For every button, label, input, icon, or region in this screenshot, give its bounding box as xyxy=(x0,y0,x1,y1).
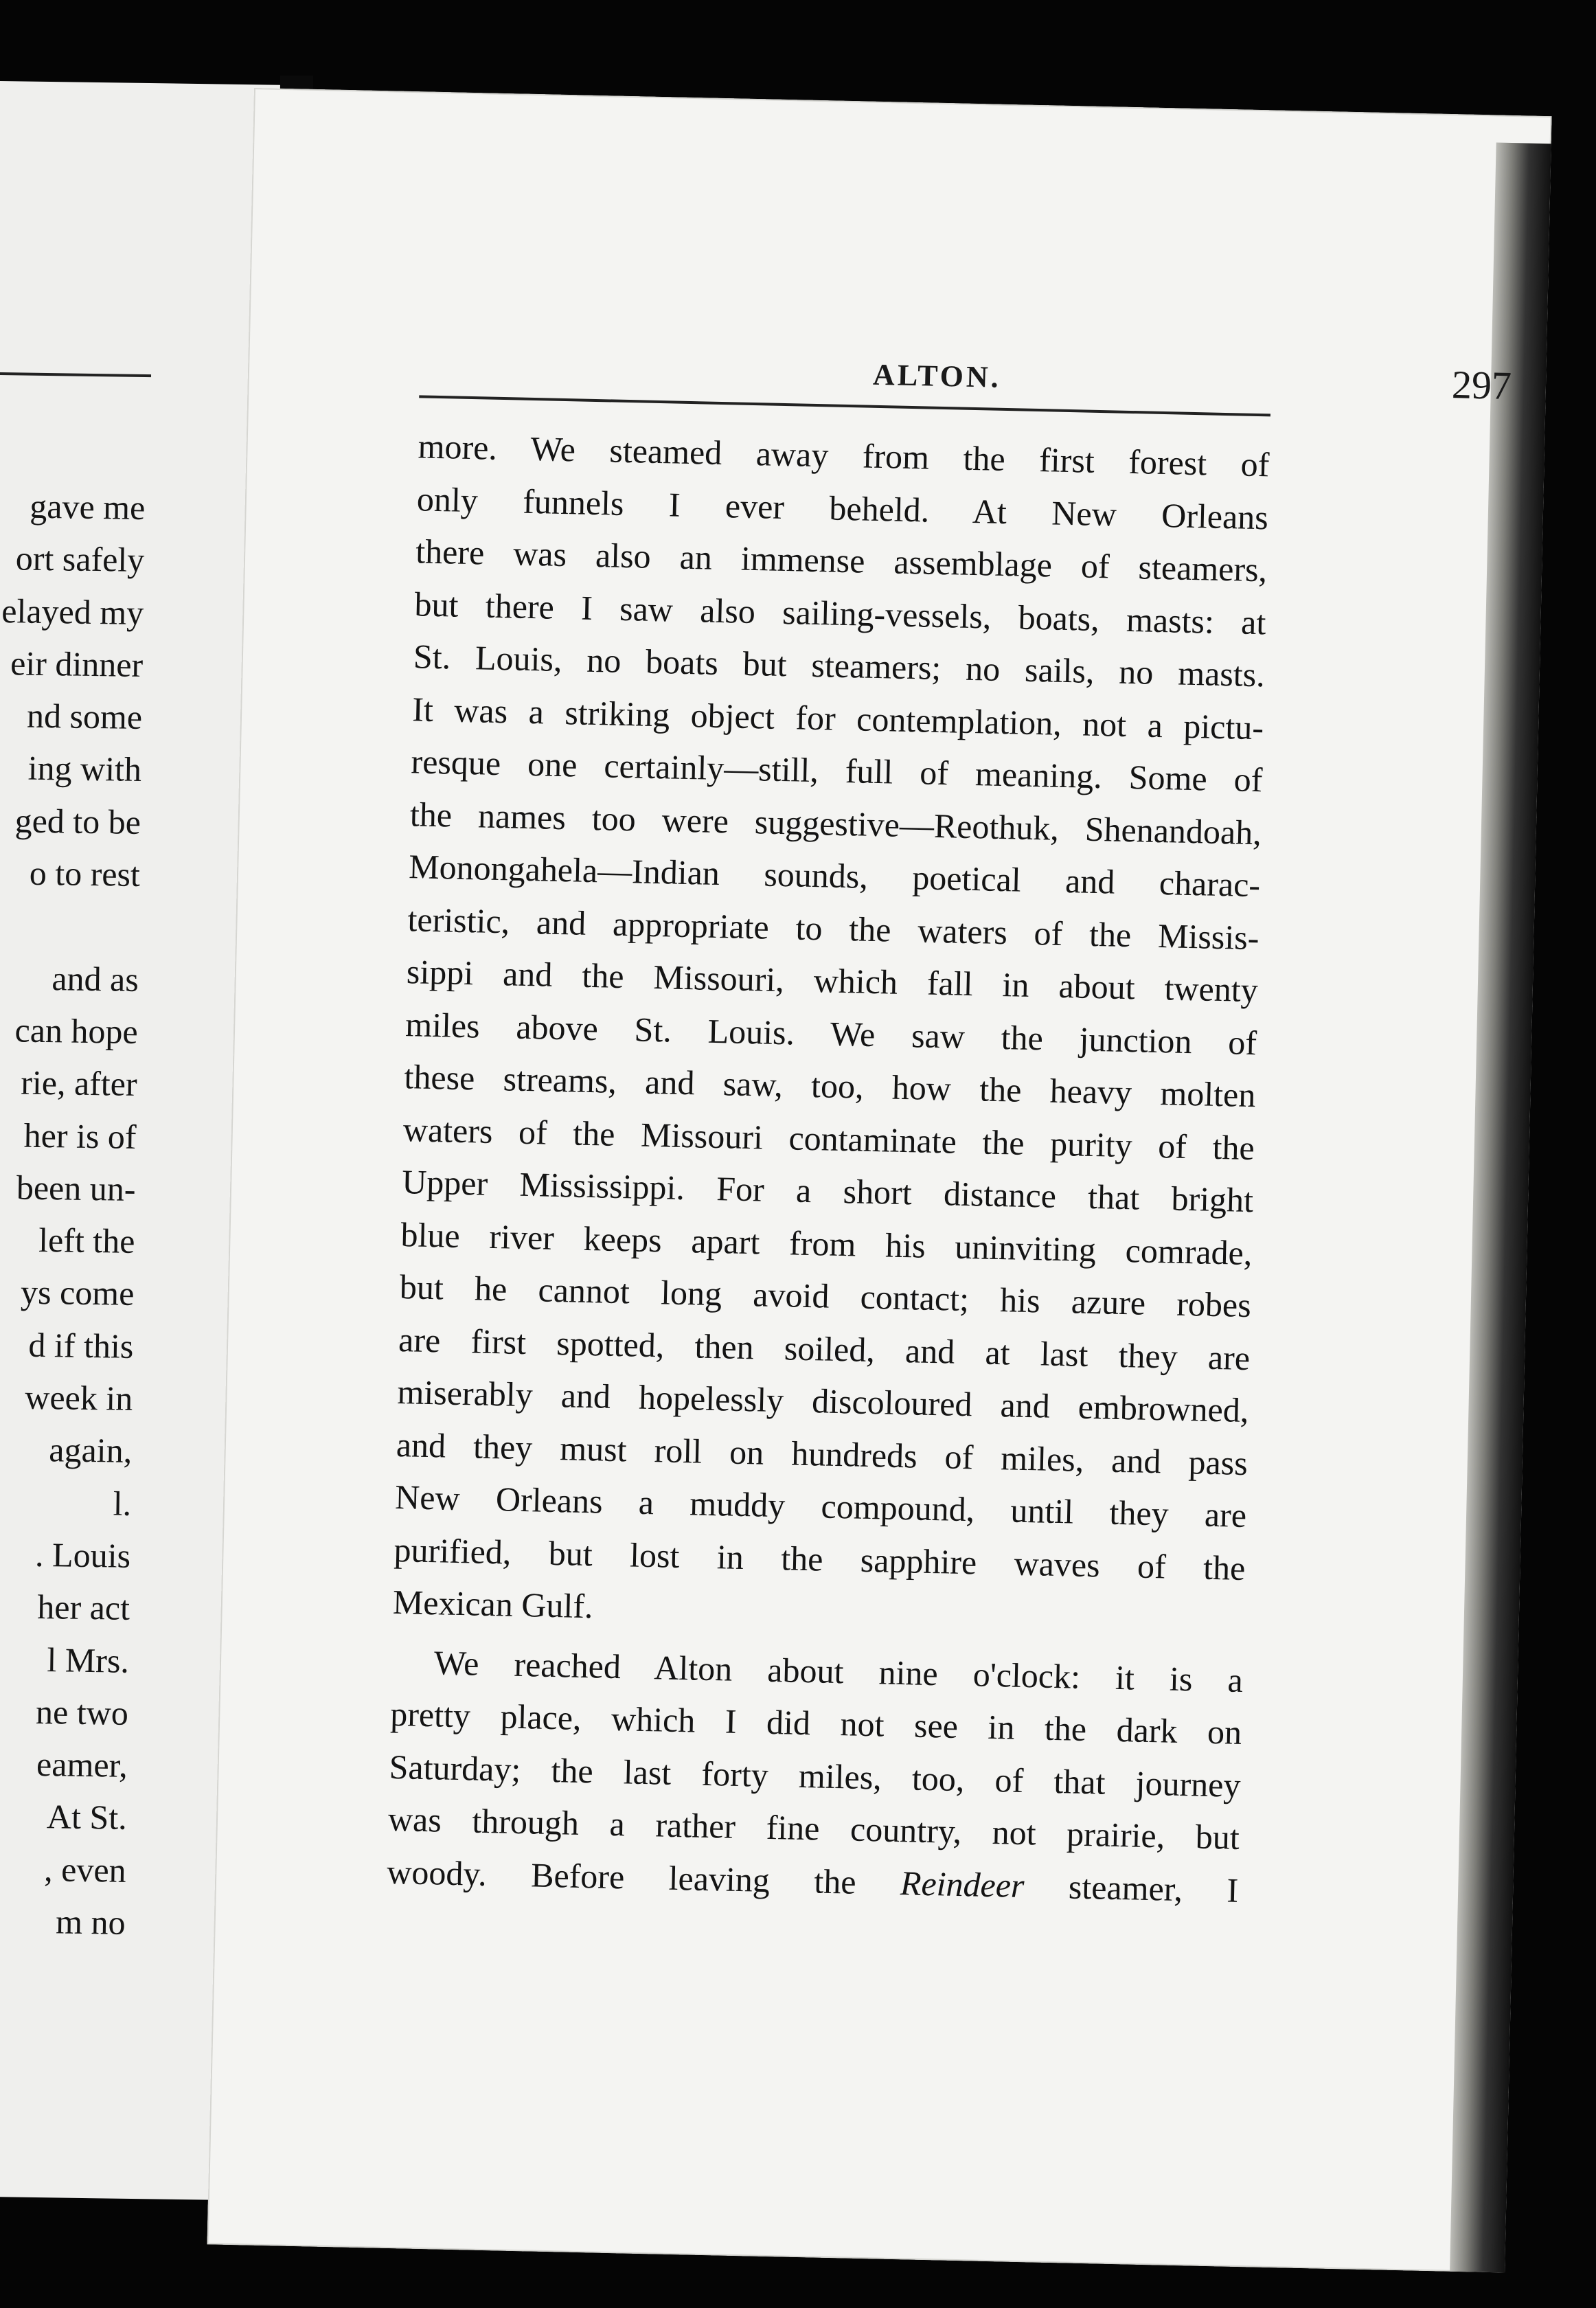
running-title: ALTON. xyxy=(872,357,1002,394)
text-line: but there I saw also sailing-vessels, boats, masts: at xyxy=(414,584,1266,642)
page-body-text xyxy=(387,420,1270,1916)
left-text-line: her act xyxy=(36,1587,130,1628)
left-text-line: eamer, xyxy=(36,1745,128,1785)
left-text-line: l. xyxy=(113,1484,132,1523)
left-text-line: . Louis xyxy=(34,1535,131,1575)
left-text-gap xyxy=(0,898,139,953)
page-edge-shadow xyxy=(1450,142,1551,2272)
running-head xyxy=(419,333,1519,426)
left-text-line: can hope xyxy=(14,1010,139,1051)
text-line: these streams, and saw, too, how the heavy molten xyxy=(404,1057,1256,1115)
text-line: are first spotted, then soiled, and at last they are xyxy=(398,1320,1251,1377)
right-book-page xyxy=(207,88,1552,2272)
left-text-line: ne two xyxy=(35,1692,129,1732)
left-text-line: ort safely xyxy=(15,539,145,580)
text-line: blue river keeps apart from his uninviting comrade, xyxy=(400,1214,1253,1272)
left-text-line: ing with xyxy=(27,749,142,789)
text-line: It was a striking object for contemplation, not a pictu- xyxy=(411,689,1264,747)
left-header-rule xyxy=(0,372,151,377)
text-line: teristic, and appropriate to the waters of the Missis- xyxy=(407,899,1259,957)
text-line: and they must roll on hundreds of miles, and pass xyxy=(396,1425,1249,1482)
ship-name-italic: Reindeer xyxy=(900,1863,1025,1905)
left-text-line: week in xyxy=(24,1377,133,1418)
text-line: Mexican Gulf. xyxy=(392,1582,594,1626)
left-text-line: been un- xyxy=(16,1168,136,1208)
left-text-line: her is of xyxy=(23,1116,137,1156)
text-line: resque one certainly—still, full of meaning. Some of xyxy=(411,742,1263,800)
left-text-line: gave me xyxy=(30,486,146,528)
left-text-line: rie, after xyxy=(20,1063,138,1104)
left-text-line: d if this xyxy=(28,1325,134,1366)
left-page-text xyxy=(0,479,146,1949)
text-line: We reached Alton about nine o'clock: it is a xyxy=(433,1642,1244,1699)
text-line: was through a rather fine country, not prairie, but xyxy=(387,1799,1240,1857)
left-text-line: l Mrs. xyxy=(47,1640,130,1680)
left-text-line: left the xyxy=(38,1221,135,1261)
text-line: Upper Mississippi. For a short distance that bright xyxy=(401,1162,1254,1220)
text-line: Monongahela—Indian sounds, poetical and charac- xyxy=(408,847,1261,905)
left-text-line: eir dinner xyxy=(10,644,144,684)
text-line: New Orleans a muddy compound, until they are xyxy=(394,1477,1247,1535)
left-text-line: m no xyxy=(55,1902,126,1942)
left-text-line: ged to be xyxy=(14,801,141,841)
left-text-line: At St. xyxy=(46,1797,128,1837)
left-text-line: nd some xyxy=(26,696,143,737)
text-line: St. Louis, no boats but steamers; no sails, no masts. xyxy=(413,637,1266,694)
text-line: pretty place, which I did not see in the dark on xyxy=(389,1694,1242,1752)
text-line: more. We steamed away from the first forest of xyxy=(418,427,1270,484)
final-line-before: woody. Before leaving the xyxy=(386,1852,857,1901)
text-line: waters of the Missouri contaminate the purity of the xyxy=(402,1109,1255,1167)
left-text-line: again, xyxy=(49,1430,133,1471)
text-line: the names too were suggestive—Reothuk, Shenandoah, xyxy=(409,794,1262,852)
text-line: only funnels I ever beheld. At New Orleans xyxy=(416,479,1269,536)
text-line: sippi and the Missouri, which fall in about twenty xyxy=(406,952,1259,1010)
text-line: purified, but lost in the sapphire waves of the xyxy=(394,1530,1246,1587)
text-line: there was also an immense assemblage of steamers, xyxy=(415,532,1268,589)
left-text-line: , even xyxy=(43,1849,127,1890)
text-line: Saturday; the last forty miles, too, of that journey xyxy=(389,1747,1242,1804)
left-text-line: ys come xyxy=(20,1273,135,1313)
text-line: miserably and hopelessly discoloured and embrowned, xyxy=(397,1372,1249,1430)
left-text-line: elayed my xyxy=(1,591,144,632)
text-line: miles above St. Louis. We saw the junction of xyxy=(404,1004,1257,1062)
left-text-line: and as xyxy=(52,958,139,999)
left-text-line: o to rest xyxy=(29,853,141,894)
final-line-after: steamer, I xyxy=(1068,1867,1239,1910)
text-line: but he cannot long avoid contact; his azure robes xyxy=(399,1267,1252,1325)
page-number: 297 xyxy=(1451,362,1512,409)
